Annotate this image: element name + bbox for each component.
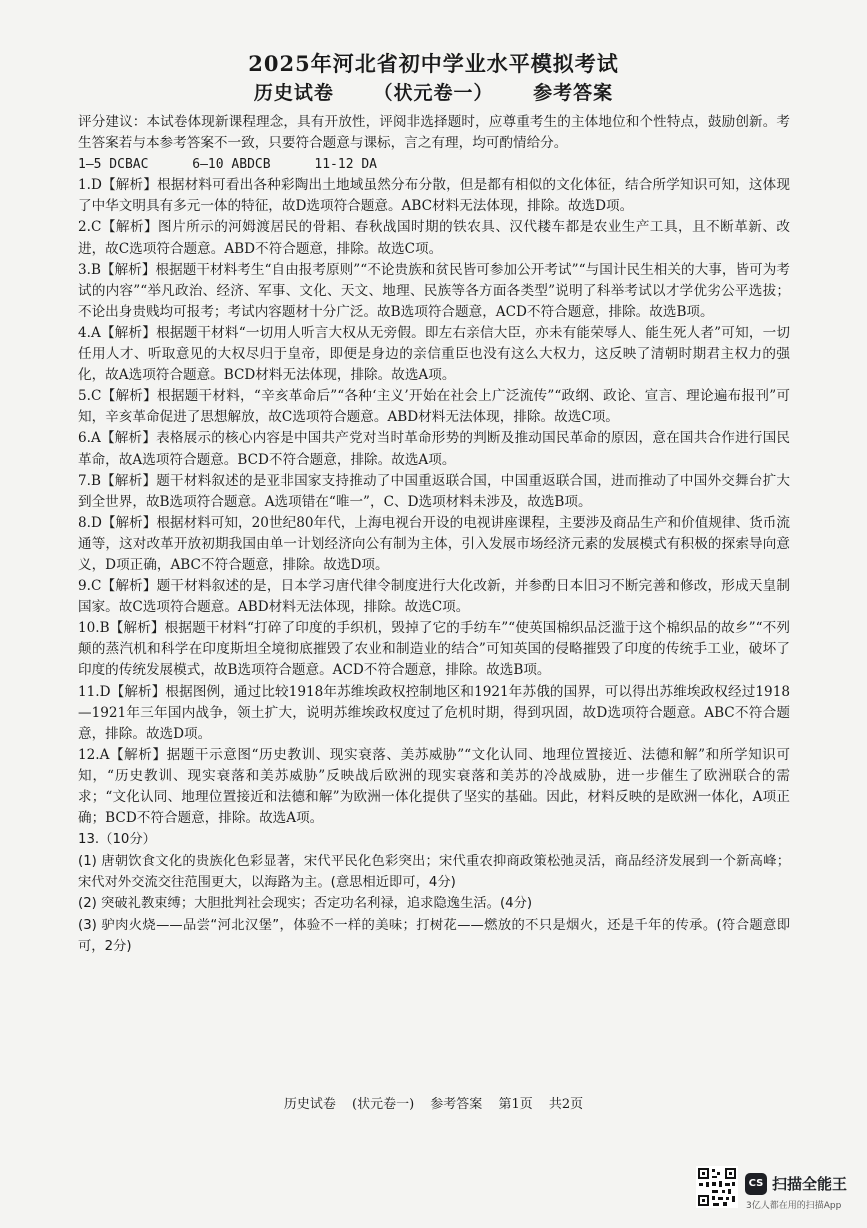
footer-subject: 历史试卷: [283, 1097, 336, 1112]
scanner-watermark: [696, 1166, 856, 1216]
footer-page-number: 第1页: [498, 1097, 533, 1112]
answer-key-6-10: 6—10 ABDCB: [192, 157, 271, 173]
choice-answer-keys: [78, 154, 790, 175]
scoring-note: 评分建议：本试卷体现新课程理念，具有开放性，评阅非选择题时，应尊重考生的主体地位和个性特点，鼓励创新。考生答案若与本参考答案不一致，只要符合题意与课标，言之有理，均可酌情给分。: [78, 114, 790, 152]
answer-explanation-3: 3.B【解析】根据题干材料考生“自由报考原则”“不论贵族和贫民皆可参加公开考试”“与国计民生相关的大事，皆可为考试的内容”“举凡政治、经济、军事、文化、天文、地理、民族等各方面各类型”说明了科举考试以才学优劣公平选拔；不论出身贵贱均可报考；考试内容题材十分广泛。故B选项符合题意，ACD不符合题意，排除。故选B项。: [78, 261, 790, 320]
page-footer: [0, 1093, 867, 1112]
answer-key-1-5: 1—5 DCBAC: [78, 157, 149, 173]
answer-explanation-10: 10.B【解析】根据题干材料“打碎了印度的手织机，毁掉了它的手纺车”“使英国棉织品泛滥于这个棉织品的故乡”“不列颠的蒸汽机和科学在印度斯坦全境彻底摧毁了农业和制造业的结合”可知英国的侵略摧毁了印度的传统手工业，破坏了印度的传统发展模式，故B选项符合题意。ACD不符合题意，排除。故选B项。: [78, 620, 790, 679]
answer-explanation-9: 9.C【解析】题干材料叙述的是，日本学习唐代律令制度进行大化改新，并参酌日本旧习不断完善和修改，形成天皇制国家。故C选项符合题意。ABD材料无法体现，排除。故选C项。: [78, 578, 790, 616]
footer-answer: 参考答案: [430, 1097, 483, 1112]
scanner-app-name: 扫描全能王: [772, 1175, 848, 1193]
answer-explanation-11: 11.D【解析】根据图例，通过比较1918年苏维埃政权控制地区和1921年苏俄的国界，可以得出苏维埃政权经过1918—1921年三年国内战争，领土扩大，说明苏维埃政权度过了危机时期，得到巩固，故D选项符合题意。ABC不符合题意，排除。故选D项。: [78, 683, 790, 742]
qr-code-icon: [696, 1166, 738, 1208]
answer-explanation-8: 8.D【解析】根据材料可知，20世纪80年代，上海电视台开设的电视讲座课程，主要涉及商品生产和价值规律、货币流通等，这对改革开放初期我国由单一计划经济向公有制为主体，引入发展市场经济元素的发展模式有积极的探索导向意义，D项正确，ABC不符合题意，排除。故选D项。: [78, 514, 790, 573]
answer-explanation-4: 4.A【解析】根据题干材料“一切用人听言大权从无旁假。即左右亲信大臣，亦未有能荣辱人、能生死人者”可知，一切任用人才、听取意见的大权尽归于皇帝，即便是身边的亲信重臣也没有这么大权力，这反映了清朝时期君主权力的强化，故A选项符合题意。BCD材料无法体现，排除。故选A项。: [78, 324, 790, 384]
answer-explanation-5: 5.C【解析】根据题干材料，“辛亥革命后”“各种‘主义’开始在社会上广泛流传”“政纲、政论、宣言、理论遍布报刊”可知，辛亥革命促进了思想解放，故C选项符合题意。ABD材料无法体现，排除。故选C项。: [78, 388, 790, 426]
scanner-app-tagline: 3亿人都在用的扫描App: [746, 1201, 842, 1211]
subject-label: 历史试卷: [253, 82, 334, 104]
exam-subtitle: [0, 78, 867, 105]
answer-explanation-7: 7.B【解析】题干材料叙述的是亚非国家支持推动了中国重返联合国，中国重返联合国，进而推动了中国外交舞台扩大到全世界，故B选项符合题意。A选项错在“唯一”，C、D选项材料未涉及，故选B项。: [78, 472, 790, 510]
question-13-heading: 13.（10分）: [78, 832, 156, 848]
answer-explanation-1: 1.D【解析】根据材料可看出各种彩陶出土地域虽然分布分散，但是都有相似的文化体征，结合所学知识可知，这体现了中华文明具有多元一体的特征，故D选项符合题意。ABC材料无法体现，排除。故选D项。: [78, 177, 790, 215]
answer-explanation-6: 6.A【解析】表格展示的核心内容是中国共产党对当时革命形势的判断及推动国民革命的原因，意在国共合作进行国民革命，故A选项符合题意。BCD不符合题意，排除。故选A项。: [78, 430, 790, 468]
answer-explanation-2: 2.C【解析】图片所示的河姆渡居民的骨耜、春秋战国时期的铁农具、汉代耧车都是农业生产工具，且不断革新、改进，故C选项符合题意。ABD不符合题意，排除。故选C项。: [78, 219, 790, 257]
question-13-part-3: (3) 驴肉火烧——品尝“河北汉堡”，体验不一样的美味；打树花——燃放的不只是烟火，还是千年的传承。(符合题意即可，2分): [78, 917, 790, 955]
exam-title: 2025年河北省初中学业水平模拟考试: [248, 51, 619, 76]
question-13-part-1: (1) 唐朝饮食文化的贵族化色彩显著，宋代平民化色彩突出；宋代重农抑商政策松弛灵活，商品经济发展到一个新高峰；宋代对外交流交往范围更大，以海路为主。(意思相近即可，4分): [78, 853, 790, 890]
answer-label: 参考答案: [533, 82, 614, 104]
answer-body: [78, 112, 790, 958]
camscanner-logo-icon: CS: [745, 1173, 767, 1195]
question-13-part-2: (2) 突破礼教束缚；大胆批判社会现实；否定功名利禄，追求隐逸生活。(4分): [78, 896, 533, 912]
footer-page-total: 共2页: [548, 1097, 584, 1112]
edition-label: （状元卷一）: [373, 82, 494, 104]
answer-key-11-12: 11-12 DA: [314, 157, 378, 173]
answer-explanation-12: 12.A【解析】据题干示意图“历史教训、现实衰落、美苏威胁”“文化认同、地理位置接近、法德和解”和所学知识可知，“历史教训、现实衰落和美苏威胁”反映战后欧洲的现实衰落和美苏的冷战威胁，进一步催生了欧洲联合的需求；“文化认同、地理位置接近和法德和解”为欧洲一体化提供了坚实的基础。因此，材料反映的是欧洲一体化，A项正确；BCD不符合题意，排除。故选A项。: [78, 746, 790, 827]
footer-edition: (状元卷一): [352, 1097, 415, 1112]
